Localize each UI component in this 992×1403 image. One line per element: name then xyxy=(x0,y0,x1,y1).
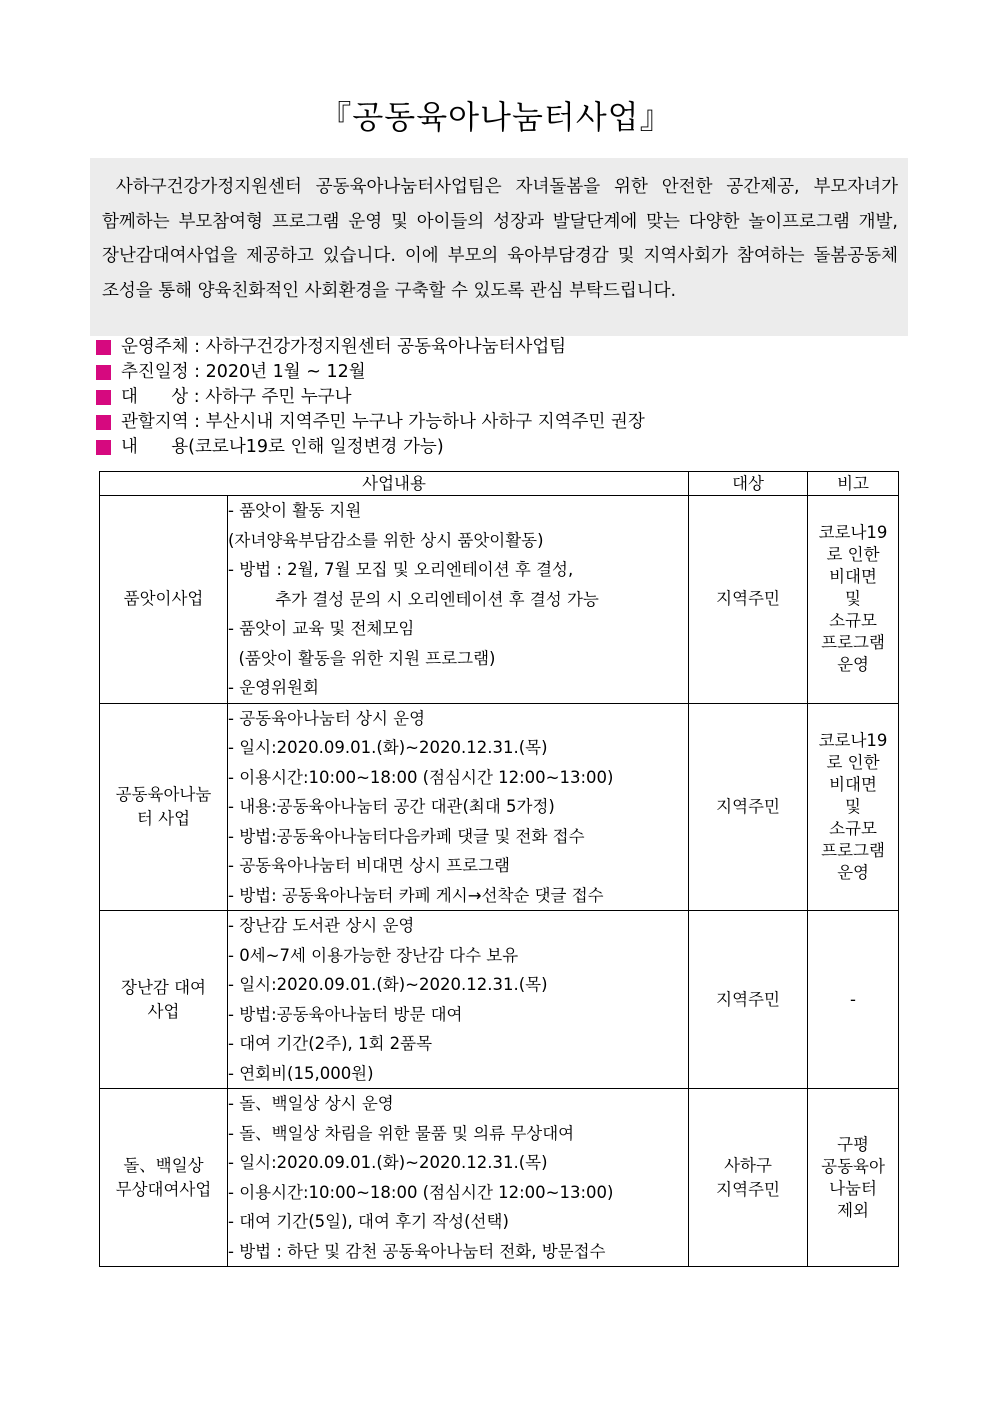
content-cell xyxy=(228,1089,689,1267)
category-cell-line: 돌、백일상 xyxy=(123,1155,204,1175)
pink-square-icon xyxy=(96,415,111,430)
note-cell-line: 비대면 xyxy=(829,567,877,587)
target-cell-line: 지역주민 xyxy=(716,1179,780,1199)
content-cell-line: - 방법 : 2월, 7월 모집 및 오리엔테이션 후 결성, xyxy=(228,560,574,579)
bullet-text: 추진일정 : 2020년 1월 ~ 12월 xyxy=(121,362,366,382)
program-table xyxy=(99,471,899,1267)
target-cell-line: 사하구 xyxy=(724,1155,772,1175)
bullet-region xyxy=(96,410,645,435)
row-pumasi xyxy=(100,496,899,704)
bullet-schedule xyxy=(96,360,645,385)
note-cell-line: 공동육아 xyxy=(821,1156,885,1176)
bullet-target xyxy=(96,385,645,410)
note-cell-line: 비대면 xyxy=(829,774,877,794)
header-target: 대상 xyxy=(689,472,808,496)
content-cell-line: - 공동육아나눔터 비대면 상시 프로그램 xyxy=(228,856,510,875)
category-cell-line: 사업 xyxy=(147,1001,180,1021)
content-cell-line: - 돌、백일상 차림을 위한 물품 및 의류 무상대여 xyxy=(228,1123,575,1143)
content-cell-line: - 이용시간:10:00~18:00 (점심시간 12:00~13:00) xyxy=(228,767,614,787)
content-cell-line: - 방법 : 하단 및 감천 공동육아나눔터 전화, 방문접수 xyxy=(228,1241,606,1261)
category-cell xyxy=(100,1089,228,1267)
table-header-row xyxy=(100,472,899,496)
category-cell-line: 장난감 대여 xyxy=(121,977,206,997)
note-cell-line: 소규모 xyxy=(829,611,877,631)
note-cell-line: 프로그램 xyxy=(821,840,885,860)
bullet-text: 대 상 : 사하구 주민 누구나 xyxy=(121,387,352,407)
note-cell xyxy=(808,703,899,911)
category-cell-line: 공동육아나눔 xyxy=(115,784,212,804)
content-cell-line: (자녀양육부담감소를 위한 상시 품앗이활동) xyxy=(228,530,544,550)
category-cell-line: 터 사업 xyxy=(136,808,191,828)
content-cell-line: - 방법: 공동육아나눔터 카페 게시→선착순 댓글 접수 xyxy=(228,885,604,905)
bullet-content xyxy=(96,435,645,460)
content-cell-line: - 일시:2020.09.01.(화)~2020.12.31.(목) xyxy=(228,738,548,757)
category-cell xyxy=(100,496,228,704)
content-cell-line: 추가 결성 문의 시 오리엔테이션 후 결성 가능 xyxy=(228,589,599,609)
note-cell-line: 로 인한 xyxy=(826,545,880,565)
target-cell-line: 지역주민 xyxy=(716,589,780,609)
content-cell-line: (품앗이 활동을 위한 지원 프로그램) xyxy=(228,648,496,668)
bullet-operator xyxy=(96,335,645,360)
note-cell-line: 운영 xyxy=(837,655,869,675)
content-cell-line: - 대여 기간(5일), 대여 후기 작성(선택) xyxy=(228,1212,509,1231)
target-cell xyxy=(689,911,808,1089)
intro-paragraph xyxy=(90,158,908,336)
row-toy-rental xyxy=(100,911,899,1089)
content-cell-line: - 방법:공동육아나눔터다음카페 댓글 및 전화 접수 xyxy=(228,826,585,846)
header-note: 비고 xyxy=(808,472,899,496)
content-cell xyxy=(228,496,689,704)
category-cell xyxy=(100,911,228,1089)
note-cell-line: 로 인한 xyxy=(826,752,880,772)
content-cell-line: - 장난감 도서관 상시 운영 xyxy=(228,916,415,935)
intro-text: 사하구건강가정지원센터 공동육아나눔터사업팀은 자녀돌봄을 위한 안전한 공간제공, 부모자녀가 함께하는 부모참여형 프로그램 운영 및 아이들의 성장과 발달단계에 맞는 다양한 놀이프로그램 개발, 장난감대여사업을 제공하고 있습니다. 이에 부모의 육아부담경감 및 지역사회가 참여하는 돌봄공동체 조성을 통해 양육친화적인 사회환경을 구축할 수 있도록 관심 부탁드립니다. xyxy=(102,177,898,301)
content-cell-line: - 방법:공동육아나눔터 방문 대여 xyxy=(228,1004,463,1024)
category-cell xyxy=(100,703,228,911)
bullet-text: 운영주체 : 사하구건강가정지원센터 공동육아나눔터사업팀 xyxy=(121,337,567,357)
content-cell xyxy=(228,703,689,911)
note-cell xyxy=(808,496,899,704)
target-cell-line: 지역주민 xyxy=(716,796,780,816)
pink-square-icon xyxy=(96,365,111,380)
note-cell-line: 제외 xyxy=(837,1200,869,1220)
content-cell xyxy=(228,911,689,1089)
content-cell-line: - 일시:2020.09.01.(화)~2020.12.31.(목) xyxy=(228,975,548,994)
bullet-text: 관할지역 : 부산시내 지역주민 누구나 가능하나 사하구 지역주민 권장 xyxy=(121,412,645,432)
content-cell-line: - 대여 기간(2주), 1회 2품목 xyxy=(228,1034,433,1053)
note-cell-line: 코로나19 xyxy=(818,523,888,543)
content-cell-line: - 이용시간:10:00~18:00 (점심시간 12:00~13:00) xyxy=(228,1182,614,1202)
note-cell-line: 운영 xyxy=(837,862,869,882)
target-cell-line: 지역주민 xyxy=(716,989,780,1009)
content-cell-line: - 일시:2020.09.01.(화)~2020.12.31.(목) xyxy=(228,1153,548,1172)
content-cell-line: - 내용:공동육아나눔터 공간 대관(최대 5가정) xyxy=(228,797,555,816)
note-cell-line: 및 xyxy=(845,796,861,816)
pink-square-icon xyxy=(96,440,111,455)
note-cell-line: - xyxy=(850,989,856,1009)
note-cell-line: 및 xyxy=(845,589,861,609)
row-birthday-table xyxy=(100,1089,899,1267)
pink-square-icon xyxy=(96,390,111,405)
note-cell xyxy=(808,1089,899,1267)
note-cell-line: 코로나19 xyxy=(818,730,888,750)
note-cell xyxy=(808,911,899,1089)
category-cell-line: 무상대여사업 xyxy=(115,1179,212,1199)
content-cell-line: - 연회비(15,000원) xyxy=(228,1063,374,1083)
content-cell-line: - 품앗이 교육 및 전체모임 xyxy=(228,619,415,638)
info-bullet-list xyxy=(96,335,645,460)
note-cell-line: 프로그램 xyxy=(821,633,885,653)
content-cell-line: - 0세~7세 이용가능한 장난감 다수 보유 xyxy=(228,945,519,965)
note-cell-line: 구평 xyxy=(837,1134,869,1154)
content-cell-line: - 운영위원회 xyxy=(228,678,319,697)
pink-square-icon xyxy=(96,340,111,355)
page-title: 『공동육아나눔터사업』 xyxy=(319,98,673,136)
note-cell-line: 나눔터 xyxy=(829,1178,877,1198)
row-nanumteo xyxy=(100,703,899,911)
target-cell xyxy=(689,496,808,704)
category-cell-line: 품앗이사업 xyxy=(123,589,204,609)
content-cell-line: - 공동육아나눔터 상시 운영 xyxy=(228,708,426,728)
header-content: 사업내용 xyxy=(100,472,689,496)
target-cell xyxy=(689,1089,808,1267)
content-cell-line: - 품앗이 활동 지원 xyxy=(228,501,362,520)
note-cell-line: 소규모 xyxy=(829,818,877,838)
content-cell-line: - 돌、백일상 상시 운영 xyxy=(228,1094,394,1113)
bullet-text: 내 용(코로나19로 인해 일정변경 가능) xyxy=(121,437,444,457)
target-cell xyxy=(689,703,808,911)
